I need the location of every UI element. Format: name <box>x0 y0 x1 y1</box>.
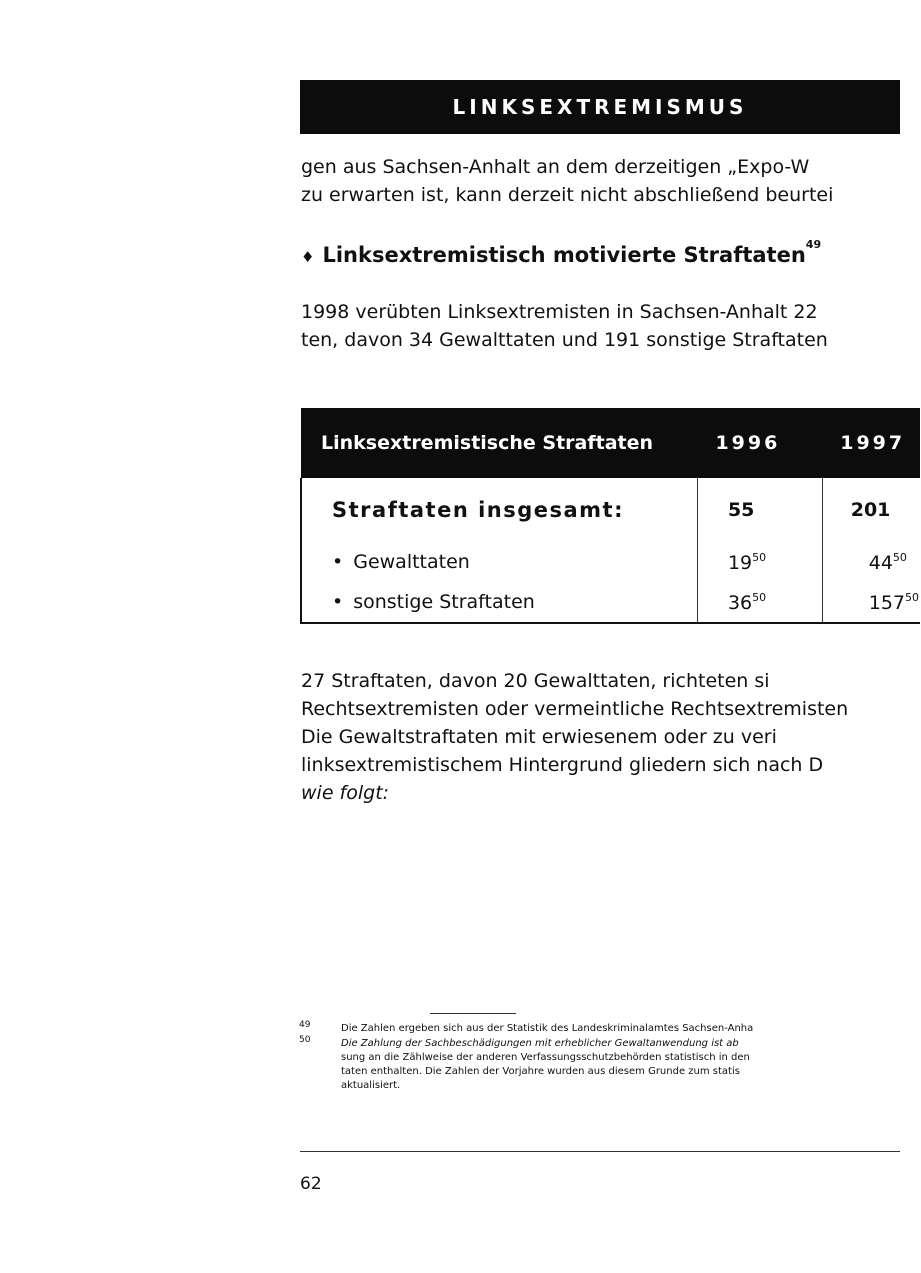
intro-line-2: zu erwarten ist, kann derzeit nicht abschließend beurtei <box>301 184 834 206</box>
summary-line-2: ten, davon 34 Gewalttaten und 191 sonstige Straftaten <box>301 329 828 351</box>
row-label-total: Straftaten insgesamt: <box>332 498 624 522</box>
body-line-1: 27 Straftaten, davon 20 Gewalttaten, richteten si <box>301 670 770 692</box>
intro-line-1: gen aus Sachsen-Anhalt an dem derzeitigen „Expo-W <box>301 156 810 178</box>
footnote-line: Die Zahlung der Sachbeschädigungen mit erheblicher Gewaltanwendung ist ab <box>341 1038 739 1049</box>
body-line-2: Rechtsextremisten oder vermeintliche Rechtsextremisten <box>301 698 849 720</box>
section-heading <box>301 238 821 267</box>
footnote-mark: 49 <box>299 1020 311 1030</box>
section-heading-text: Linksextremistisch motivierte Straftaten <box>322 243 806 267</box>
body-line-3: Die Gewaltstraftaten mit erwiesenem oder zu veri <box>301 726 777 748</box>
footnote-ref-50: 50 <box>752 590 767 604</box>
row-label-other: sonstige Straftaten <box>353 591 535 613</box>
section-header-bar <box>300 80 900 134</box>
footnote-mark: 50 <box>299 1035 311 1045</box>
table-header-label: Linksextremistische Straftaten <box>321 432 654 454</box>
row-label-violent: Gewalttaten <box>353 551 470 573</box>
table-row-other <box>301 582 920 623</box>
section-header-title: LINKSEXTREMISMUS <box>452 95 748 119</box>
value-total-1996: 55 <box>697 478 822 542</box>
body-line-4: linksextremistischem Hintergrund gliedern sich nach D <box>301 754 824 776</box>
value-violent-1996: 19 <box>727 551 753 574</box>
footnote-ref-50: 50 <box>892 550 907 564</box>
bullet-icon: • <box>332 591 344 613</box>
table-header-year-1996: 1996 <box>715 432 781 454</box>
page-number: 62 <box>300 1174 322 1194</box>
footnote-line: Die Zahlen ergeben sich aus der Statistik des Landeskriminalamtes Sachsen-Anha <box>341 1023 754 1034</box>
footnote-ref-50: 50 <box>905 590 919 604</box>
table-row-total <box>301 478 920 542</box>
summary-line-1: 1998 verübten Linksextremisten in Sachsen-Anhalt 22 <box>301 301 818 323</box>
footnote-ref-50: 50 <box>752 550 767 564</box>
value-violent-1997: 44 <box>868 551 893 574</box>
table-row-violent <box>301 542 920 582</box>
value-total-1997: 201 <box>850 499 891 521</box>
body-line-5: wie folgt: <box>301 782 390 804</box>
diamond-bullet-icon: ♦ <box>301 248 315 266</box>
crime-statistics-table <box>300 408 920 624</box>
footnote-ref-49: 49 <box>805 238 822 251</box>
page-footer-divider <box>300 1151 900 1152</box>
footnote-line: taten enthalten. Die Zahlen der Vorjahre wurden aus diesem Grunde zum statis <box>341 1066 740 1077</box>
value-other-1996: 36 <box>727 591 753 614</box>
value-other-1997: 157 <box>868 591 905 614</box>
footnote-divider <box>430 1013 516 1014</box>
table-header-row <box>301 408 920 478</box>
table-header-year-1997: 1997 <box>840 432 906 454</box>
footnote-line: aktualisiert. <box>341 1080 401 1091</box>
footnote-line: sung an die Zählweise der anderen Verfassungsschutzbehörden statistisch in den <box>341 1052 750 1063</box>
bullet-icon: • <box>332 551 344 573</box>
